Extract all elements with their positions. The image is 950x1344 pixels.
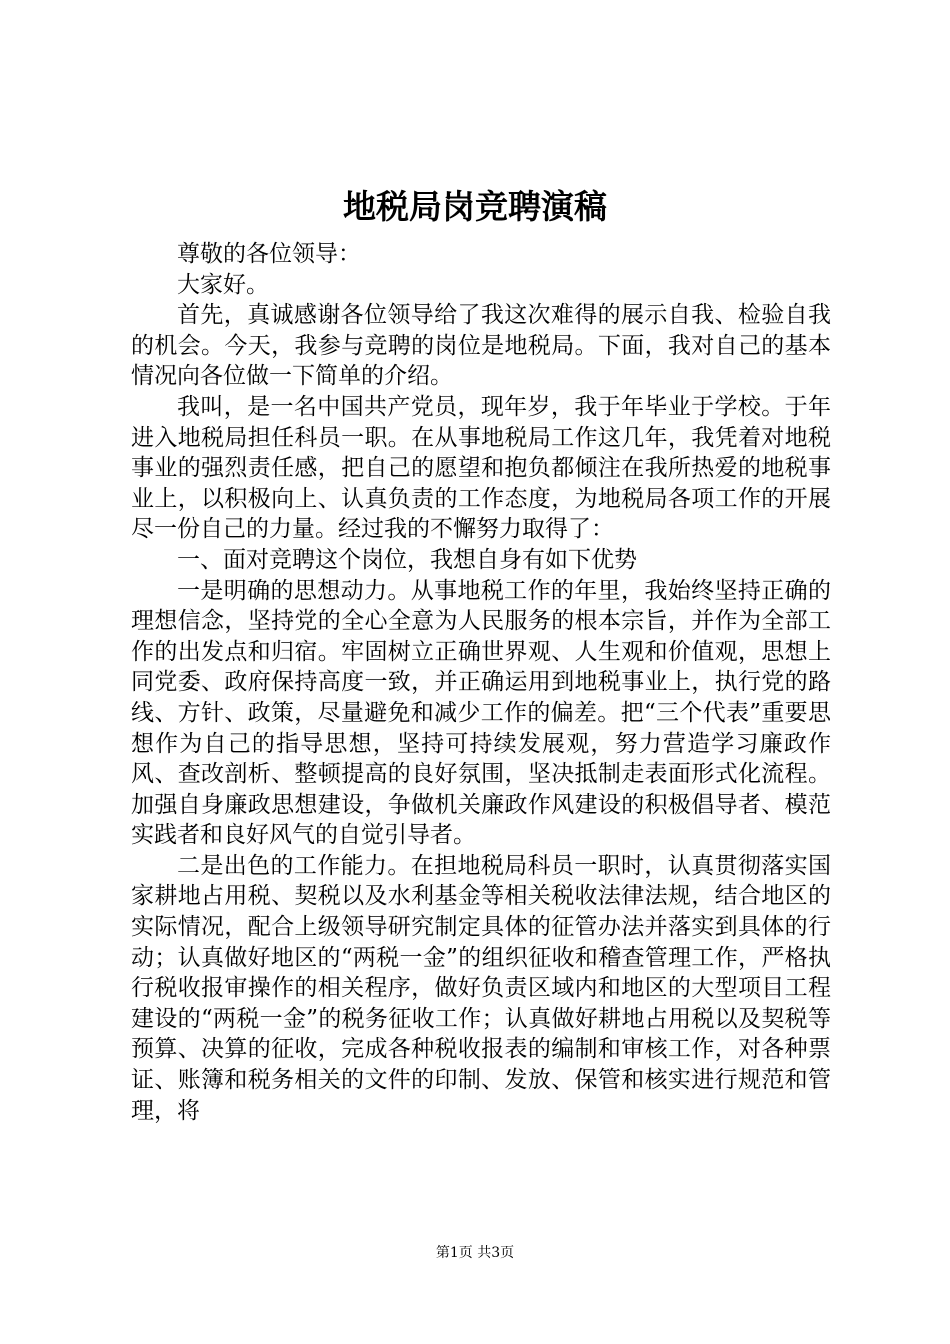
paragraph-ideological-motivation: 一是明确的思想动力。从事地税工作的年里，我始终坚持正确的理想信念，坚持党的全心全意为人民服务的根本宗旨，并作为全部工作的出发点和归宿。牢固树立正确世界观、人生观和价值观，思想上同党委、政府保持高度一致，并正确运用到地税事业上，执行党的路线、方针、政策，尽量避免和减少工作的偏差。把“三个代表”重要思想作为自己的指导思想，坚持可持续发展观，努力营造学习廉政作风、查改剖析、整顿提高的良好氛围，坚决抵制走表面形式化流程。加强自身廉政思想建设，争做机关廉政作风建设的积极倡导者、模范实践者和良好风气的自觉引导者。 (131, 577, 831, 849)
paragraph-intro: 首先，真诚感谢各位领导给了我这次难得的展示自我、检验自我的机会。今天，我参与竞聘的岗位是地税局。下面，我对自己的基本情况向各位做一下简单的介绍。 (131, 302, 831, 390)
page-footer (0, 1243, 950, 1263)
page-title: 地税局岗竞聘演稿 (343, 187, 607, 226)
salutation: 尊敬的各位领导： (177, 241, 361, 267)
paragraph-work-ability: 二是出色的工作能力。在担地税局科员一职时，认真贯彻落实国家耕地占用税、契税以及水利基金等相关税收法律法规，结合地区的实际情况，配合上级领导研究制定具体的征管办法并落实到具体的行动；认真做好地区的“两税一金”的组织征收和稽查管理工作，严格执行税收报审操作的相关程序，做好负责区域内和地区的大型项目工程建设的“两税一金”的税务征收工作；认真做好耕地占用税以及契税等预算、决算的征收，完成各种税收报表的编制和审核工作，对各种票证、账簿和税务相关的文件的印制、发放、保管和核实进行规范和管理，将 (131, 852, 831, 1124)
document-body (131, 239, 831, 1126)
paragraph-self-introduction: 我叫，是一名中国共产党员，现年岁，我于年毕业于学校。于年进入地税局担任科员一职。在从事地税局工作这几年，我凭着对地税事业的强烈责任感，把自己的愿望和抱负都倾注在我所热爱的地税事业上，以积极向上、认真负责的工作态度，为地税局各项工作的开展尽一份自己的力量。经过我的不懈努力取得了： (131, 393, 831, 543)
greeting: 大家好。 (177, 271, 269, 298)
section-heading-advantages: 一、面对竞聘这个岗位，我想自身有如下优势 (177, 546, 637, 573)
page-number: 第1页 (435, 1245, 473, 1261)
page-total: 共3页 (477, 1245, 515, 1261)
